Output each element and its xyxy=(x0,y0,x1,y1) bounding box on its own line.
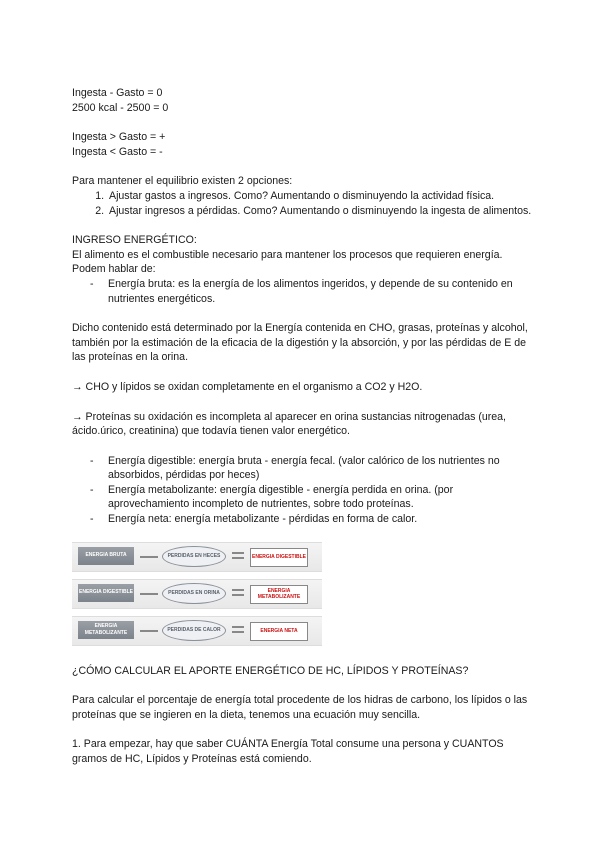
paragraph: Para calcular el porcentaje de energía total procedente de los hidras de carbono, los lípidos o las proteínas que se ingieren en la dieta, tenemos una ecuación muy sencilla. xyxy=(72,694,528,721)
diagram-row xyxy=(72,579,322,609)
diagram-source-box: ENERGIA BRUTA xyxy=(78,547,134,565)
energy-item: - Energía neta: energía metabolizante - pérdidas en forma de calor. xyxy=(108,512,532,527)
option-item: 2. Ajustar ingresos a pérdidas. Como? Aumentando o disminuyendo la ingesta de alimentos. xyxy=(107,204,532,219)
paragraph: El alimento es el combustible necesario para mantener los procesos que requieren energía. Podem hablar de: xyxy=(72,248,503,276)
energy-item: - Energía digestible: energía bruta - energía fecal. (valor calórico de los nutrientes no absorbidos, pérdidas por heces) xyxy=(108,454,532,483)
bullet-item: - Energía bruta: es la energía de los alimentos ingeridos, y depende de su contenido en nutrientes energéticos. xyxy=(108,277,532,306)
diagram-row xyxy=(72,542,322,572)
equation-line-1: Ingesta - Gasto = 0 xyxy=(72,87,163,99)
equation-line-3: Ingesta > Gasto = + xyxy=(72,131,166,144)
diagram-result-box: ENERGIA DIGESTIBLE xyxy=(250,548,308,567)
equals-sign xyxy=(232,552,244,559)
paragraph: → CHO y lípidos se oxidan completamente en el organismo a CO2 y H2O. xyxy=(72,380,423,393)
options-intro: Para mantener el equilibrio existen 2 opciones: xyxy=(72,175,293,188)
section-title-calc: ¿CÓMO CALCULAR EL APORTE ENERGÉTICO DE HC, LÍPIDOS Y PROTEÍNAS? xyxy=(72,664,469,677)
diagram-result-box: ENERGIA NETA xyxy=(250,622,308,641)
paragraph: → Proteínas su oxidación es incompleta al aparecer en orina sustancias nitrogenadas (urea, ácido.úrico, creatinina) que todavía tienen valor energético. xyxy=(72,410,507,438)
equals-sign xyxy=(232,626,244,633)
options-list xyxy=(72,189,532,218)
energy-list xyxy=(72,454,532,527)
paragraph: 1. Para empezar, hay que saber CUÁNTA Energía Total consume una persona y CUANTOS gramos de HC, Lípidos y Proteínas está comiendo. xyxy=(72,738,504,766)
minus-sign xyxy=(140,593,158,595)
energy-diagram xyxy=(72,542,322,654)
section-title-ingreso: INGRESO ENERGÉTICO: xyxy=(72,234,197,247)
diagram-loss-ellipse: PERDIDAS DE CALOR xyxy=(162,620,226,641)
energy-item: - Energía metabolizante: energía digestible - energía perdida en orina. (por aprovechamiento incompleto de nutrientes, sobre todo proteínas. xyxy=(108,483,532,512)
diagram-source-box: ENERGIA DIGESTIBLE xyxy=(78,584,134,602)
diagram-row xyxy=(72,616,322,646)
equals-sign xyxy=(232,589,244,596)
diagram-loss-ellipse: PERDIDAS EN HECES xyxy=(162,546,226,567)
document-page xyxy=(72,86,532,767)
equation-line-2: 2500 kcal - 2500 = 0 xyxy=(72,101,169,114)
diagram-source-box: ENERGIA METABOLIZANTE xyxy=(78,621,134,639)
option-item: 1. Ajustar gastos a ingresos. Como? Aumentando o disminuyendo la actividad física. xyxy=(107,189,532,204)
minus-sign xyxy=(140,556,158,558)
minus-sign xyxy=(140,630,158,632)
diagram-result-box: ENERGIA METABOLIZANTE xyxy=(250,585,308,604)
diagram-loss-ellipse: PERDIDAS EN ORINA xyxy=(162,583,226,604)
equation-line-4: Ingesta < Gasto = - xyxy=(72,145,163,158)
bullet-list xyxy=(72,277,532,306)
paragraph: Dicho contenido está determinado por la Energía contenida en CHO, grasas, proteínas y alcohol, también por la estimación de la eficacia de la digestión y la absorción, y por las pérdidas de E de las proteínas en la orina. xyxy=(72,322,528,364)
